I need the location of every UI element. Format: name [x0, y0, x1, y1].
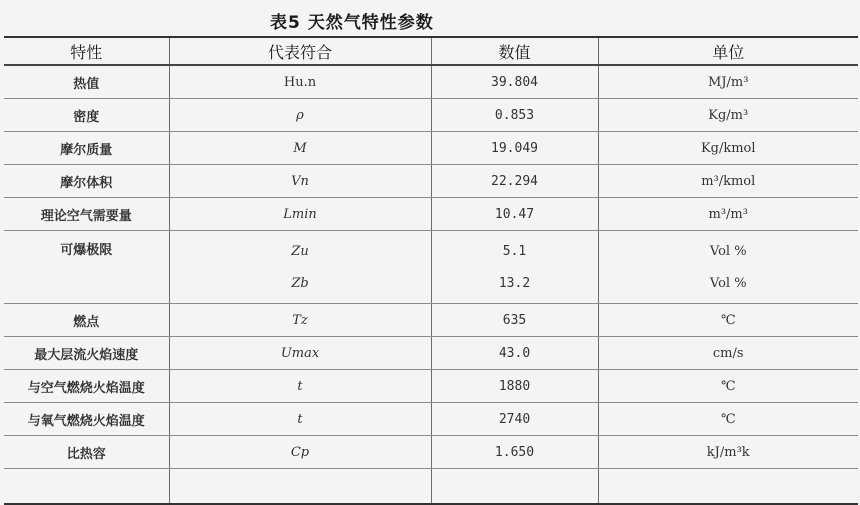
property-value: 19.049 [431, 132, 598, 165]
property-value: 0.853 [431, 99, 598, 132]
property-name: 与空气燃烧火焰温度 [4, 370, 169, 403]
empty-cell [598, 469, 858, 505]
property-symbol: t [169, 403, 431, 436]
symbol-upper: Zu [291, 243, 309, 259]
unit-upper: Vol % [709, 243, 747, 259]
table-row [4, 436, 858, 469]
property-symbol: Cp [169, 436, 431, 469]
table-row [4, 132, 858, 165]
property-symbol: Lmin [169, 198, 431, 231]
property-name: 比热容 [4, 436, 169, 469]
table-row [4, 337, 858, 370]
symbol-text: Hu.n [283, 74, 317, 90]
value-lower: 13.2 [498, 275, 531, 291]
unit-lower: Vol % [709, 275, 747, 291]
property-unit: ℃ [598, 304, 858, 337]
property-symbol [169, 231, 431, 304]
property-unit: kJ/m³k [598, 436, 858, 469]
header-symbol: 代表符合 [169, 37, 431, 65]
property-unit: MJ/m³ [598, 65, 858, 99]
symbol-lower: Zb [291, 275, 309, 291]
property-symbol [169, 65, 431, 99]
property-value: 2740 [431, 403, 598, 436]
property-unit: Kg/kmol [598, 132, 858, 165]
property-symbol: Vn [169, 165, 431, 198]
table-row [4, 99, 858, 132]
table-row [4, 65, 858, 99]
header-property: 特性 [4, 37, 169, 65]
table-row [4, 304, 858, 337]
table-row-empty [4, 469, 858, 505]
empty-cell [4, 469, 169, 505]
property-value: 1880 [431, 370, 598, 403]
property-name: 热值 [4, 65, 169, 99]
gas-properties-table [4, 36, 858, 505]
table-row [4, 370, 858, 403]
property-unit: ℃ [598, 403, 858, 436]
property-unit: ℃ [598, 370, 858, 403]
table-row [4, 231, 858, 304]
table-row [4, 165, 858, 198]
table-header-row [4, 37, 858, 65]
property-name: 与氧气燃烧火焰温度 [4, 403, 169, 436]
property-value: 39.804 [431, 65, 598, 99]
table-caption: 表5 天然气特性参数 [270, 13, 434, 33]
property-value: 635 [431, 304, 598, 337]
property-value: 43.0 [431, 337, 598, 370]
property-value [431, 231, 598, 304]
empty-cell [169, 469, 431, 505]
property-value: 22.294 [431, 165, 598, 198]
property-unit: m³/m³ [598, 198, 858, 231]
property-name: 可爆极限 [4, 231, 169, 304]
property-unit: Kg/m³ [598, 99, 858, 132]
property-unit: cm/s [598, 337, 858, 370]
property-name: 燃点 [4, 304, 169, 337]
property-name: 密度 [4, 99, 169, 132]
header-value: 数值 [431, 37, 598, 65]
property-name: 摩尔体积 [4, 165, 169, 198]
property-name: 摩尔质量 [4, 132, 169, 165]
property-symbol: t [169, 370, 431, 403]
property-name: 理论空气需要量 [4, 198, 169, 231]
property-symbol: Tz [169, 304, 431, 337]
value-upper: 5.1 [502, 243, 527, 259]
property-unit [598, 231, 858, 304]
property-value: 1.650 [431, 436, 598, 469]
empty-cell [431, 469, 598, 505]
property-symbol: ρ [169, 99, 431, 132]
table-row [4, 403, 858, 436]
header-unit: 单位 [598, 37, 858, 65]
table-row [4, 198, 858, 231]
property-symbol: Umax [169, 337, 431, 370]
property-name: 最大层流火焰速度 [4, 337, 169, 370]
property-unit: m³/kmol [598, 165, 858, 198]
property-symbol: M [169, 132, 431, 165]
property-value: 10.47 [431, 198, 598, 231]
